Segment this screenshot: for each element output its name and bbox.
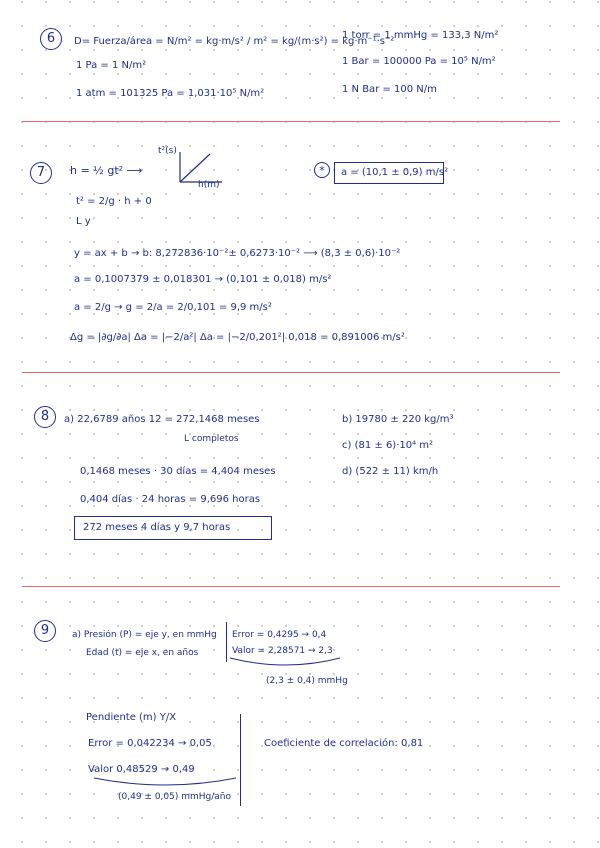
s7-graph-y-label: t²(s) <box>158 146 177 156</box>
s9-intercept-error: Error = 0,4295 → 0,4 <box>232 630 327 640</box>
s8-part-b: b) 19780 ± 220 kg/m³ <box>342 414 454 425</box>
s9-slope-heading: Pendiente (m) Y/X <box>86 712 177 723</box>
s8-days-conversion: 0,1468 meses · 30 días = 4,404 meses <box>80 466 276 477</box>
s9-intercept-result: (2,3 ± 0,4) mmHg <box>266 676 348 686</box>
s7-intercept-line: y = ax + b → b: 8,272836·10⁻²± 0,6273·10⁻² ⟶ (8,3 ± 0,6)·10⁻² <box>74 248 401 259</box>
s8-part-a: a) 22,6789 años 12 = 272,1468 meses <box>64 414 260 425</box>
s7-star-mark: * <box>314 162 330 178</box>
s9-correlation: Coeficiente de correlación: 0,81 <box>264 738 424 749</box>
s6-dimension-formula: D= Fuerza/área = N/m² = kg·m/s² / m² = kg/(m·s²) = kg·m⁻¹·s⁻² <box>74 36 395 47</box>
s7-g-calculation: a = 2/g → g = 2/a = 2/0,101 = 9,9 m/s² <box>74 302 272 313</box>
s9-slope-error: Error = 0,042234 → 0,05 <box>88 738 212 749</box>
section-7-number: 7 <box>30 162 52 184</box>
s9-brace-bottom <box>92 776 240 790</box>
s9-intercept-value: Valor = 2,28571 → 2,3 <box>232 646 333 656</box>
s9-slope-result: (0,49 ± 0,05) mmHg/año <box>118 792 231 802</box>
section-divider-1 <box>22 121 560 122</box>
s9-separator-bottom <box>240 714 241 806</box>
s6-atm-conversion: 1 atm = 101325 Pa = 1,031·10⁵ N/m² <box>76 88 265 99</box>
section-divider-3 <box>22 586 560 587</box>
s7-slope-line: a = 0,1007379 ± 0,018301 → (0,101 ± 0,018) m/s² <box>74 274 332 285</box>
s7-result-box <box>334 162 449 184</box>
section-divider-2 <box>22 372 560 373</box>
s7-g-error-propagation: Δg = |∂g/∂a| Δa = |−2/a²| Δa = |−2/0,201²| 0,018 = 0,891006 m/s² <box>70 332 405 343</box>
s9-brace-top <box>228 656 344 670</box>
s7-y-marker: L y <box>76 216 91 227</box>
s8-part-d: d) (522 ± 11) km/h <box>342 466 439 477</box>
s9-age-axis: Edad (t) = eje x, en años <box>86 648 199 658</box>
s8-hours-conversion: 0,404 días · 24 horas = 9,696 horas <box>80 494 261 505</box>
s9-pressure-axis: a) Presión (P) = eje y, en mmHg <box>72 630 217 640</box>
s6-torr-conversion: 1 torr = 1 mmHg = 133,3 N/m² <box>342 30 499 41</box>
s7-free-fall-formula: h = ½ gt² ⟶ <box>70 164 143 177</box>
s6-bar-conversion: 1 Bar = 100000 Pa = 10⁵ N/m² <box>342 56 496 67</box>
section-8-number: 8 <box>34 406 56 428</box>
s7-linearized-equation: t² = 2/g · h + 0 <box>76 196 152 207</box>
s8-part-c: c) (81 ± 6)·10⁴ m² <box>342 440 434 451</box>
section-9-number: 9 <box>34 620 56 642</box>
s7-boxed-result: a = (10,1 ± 0,9) m/s² <box>341 167 449 178</box>
s6-nbar-conversion: 1 N Bar = 100 N/m <box>342 84 437 95</box>
s8-completos-note: L completos <box>184 434 239 444</box>
s9-separator-top <box>226 622 227 662</box>
s8-result-box <box>74 516 272 540</box>
s6-pascal-definition: 1 Pa = 1 N/m² <box>76 60 147 71</box>
section-6-number: 6 <box>40 28 62 50</box>
s8-boxed-result: 272 meses 4 días y 9,7 horas <box>83 522 231 533</box>
s9-slope-value: Valor 0,48529 → 0,49 <box>88 764 195 775</box>
s7-graph-x-label: h(m) <box>198 180 220 190</box>
